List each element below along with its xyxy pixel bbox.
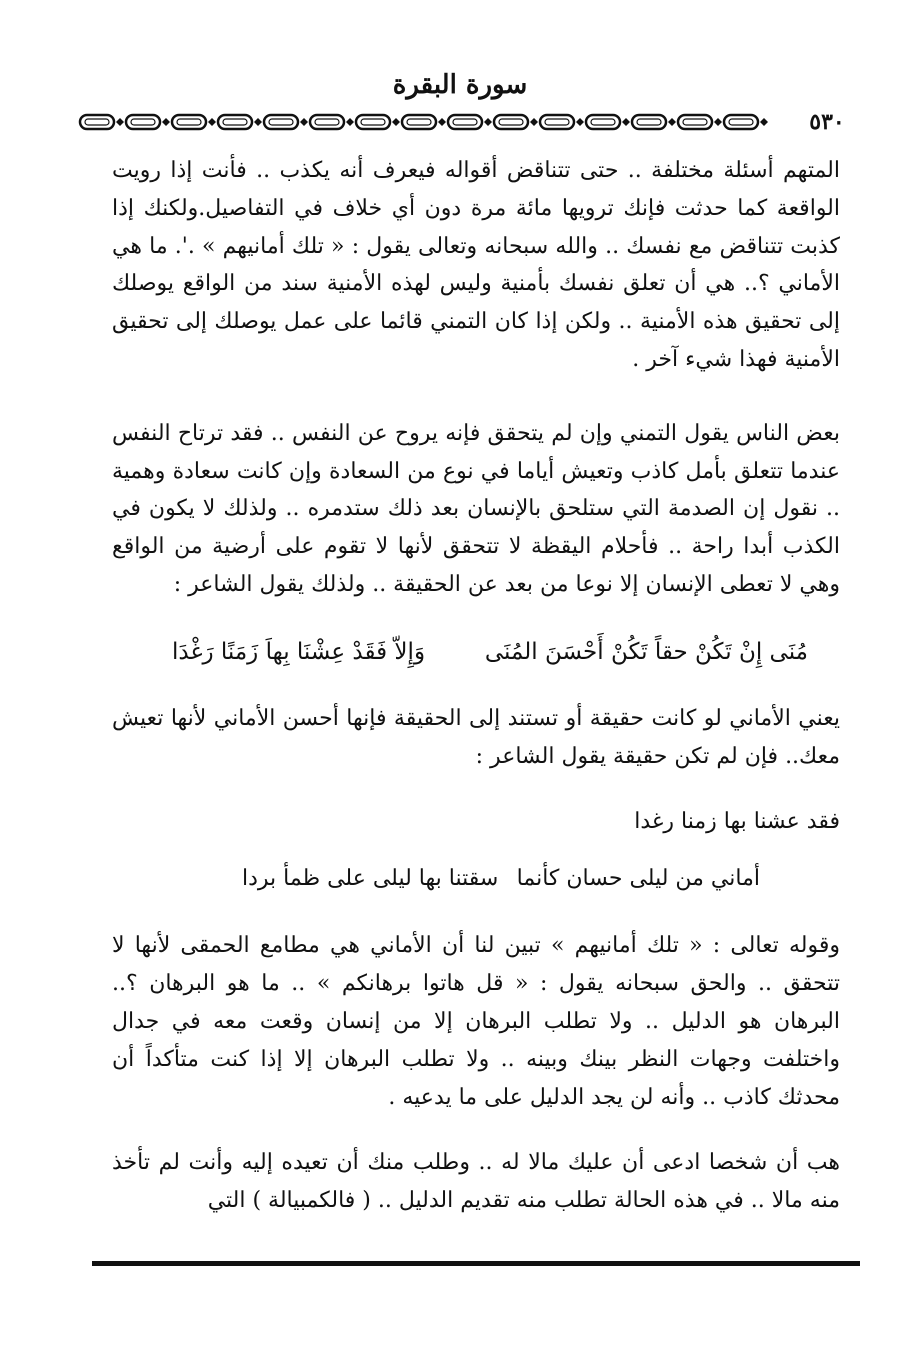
paragraph-2: بعض الناس يقول التمني وإن لم يتحقق فإنه يروح عن النفس .. فقد ترتاح النفس عندما تتعلق بأمل كاذب وتعيش أياما في نوع من السعادة وإن كانت سعادة وهمية .. نقول إن الصدمة التي ستلحق بالإنسان بعد ذلك ستدمره .. ولذلك لا يكون في الكذب أبدا راحة .. فأحلام اليقظة لا تتحقق لأنها لا تقوم على أرضية من الواقع وهي لا تعطى الإنسان إلا نوعا من بعد عن الحقيقة .. ولذلك يقول الشاعر : <box>112 420 840 597</box>
verse-3-second-hemistich: سقتنا بها ليلى على ظمأ بردا <box>242 866 499 892</box>
paragraph-5: هب أن شخصا ادعى أن عليك مالا له .. وطلب منك أن تعيده إليه وأنت لم تأخذ منه مالا .. في هذه الحالة تطلب منه تقديم الدليل .. ( فالكمبيالة ) التي <box>112 1150 840 1214</box>
verse-1 <box>112 632 840 672</box>
page-number: ٥٣٠ <box>809 109 845 135</box>
verse-3-first-hemistich: أماني من ليلى حسان كأنما <box>516 866 760 892</box>
header-ornament-row <box>78 108 864 136</box>
paragraph-1: المتهم أسئلة مختلفة .. حتى تتناقض أقواله فيعرف أنه يكذب .. فأنت إذا رويت الواقعة كما حدثت فإنك ترويها مائة مرة دون أي خلاف في التفاصيل.ولكنك إذا كذبت تتناقض مع نفسك .. والله سبحانه وتعالى يقول : « تلك أمانيهم » .'. ما هي الأماني ؟.. هي أن تعلق نفسك بأمنية وليس لهذه الأمنية سند من الواقع يوصلك إلى تحقيق هذه الأمنية .. ولكن إذا كان التمني قائما على عمل يوصلك إلى تحقيق الأمنية فهذا شيء آخر . <box>112 158 840 372</box>
surah-title: سورة البقرة <box>392 70 528 100</box>
verse-2: فقد عشنا بها زمنا رغدا <box>634 809 840 835</box>
paragraph-4: وقوله تعالى : « تلك أمانيهم » تبين لنا أن الأماني هي مطامع الحمقى لأنها لا تتحقق .. والحق سبحانه يقول : « قل هاتوا برهانكم » .. ما هو البرهان ؟.. البرهان هو الدليل .. ولا تطلب البرهان إلا من إنسان وقعت معه في جدال واختلفت وجهات النظر بينك وبينه .. ولا تطلب البرهان إلا إذا كنت متأكداً أن محدثك كاذب .. وأنه لن يجد الدليل على ما يدعيه . <box>112 933 840 1110</box>
verse-1-second-hemistich: وَإِلاّ فَقَدْ عِشْنَا بِهاَ زَمَنًا رَغْدَا <box>172 638 426 665</box>
paragraph-3: يعني الأماني لو كانت حقيقة أو تستند إلى الحقيقة فإنها أحسن الأماني لأنها تعيش معك.. فإن لم تكن حقيقة يقول الشاعر : <box>112 705 840 769</box>
page-body <box>112 152 840 1220</box>
chain-border-icon <box>78 112 778 132</box>
footer-rule <box>92 1261 860 1266</box>
verse-3 <box>112 859 840 899</box>
verse-1-first-hemistich: مُنَى إِنْ تَكُنْ حقاً تَكُنْ أَحْسَنَ المُنَى <box>484 638 808 665</box>
